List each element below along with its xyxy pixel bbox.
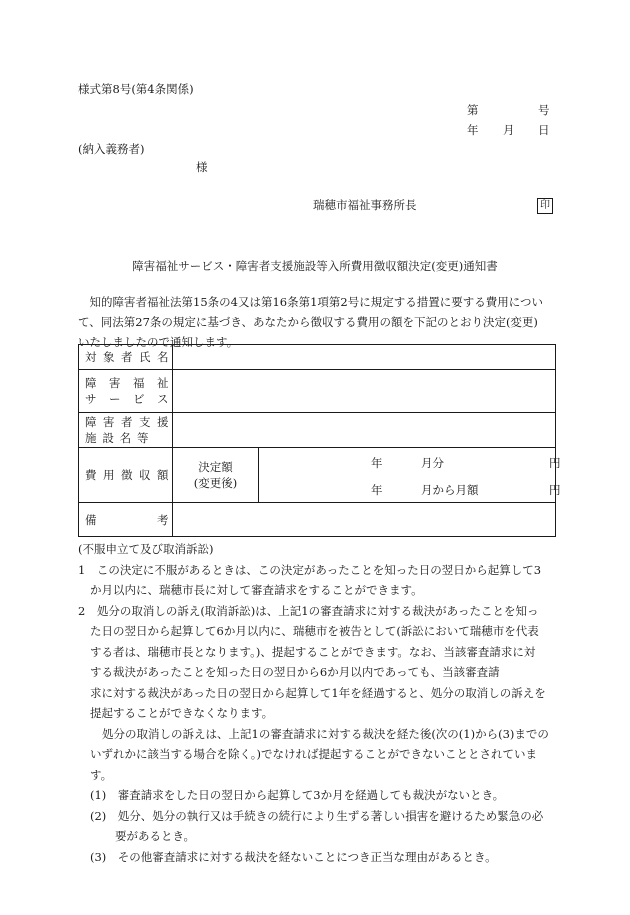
document-title: 障害福祉サービス・障害者支援施設等入所費用徴収額決定(変更)通知書 bbox=[132, 259, 498, 273]
date-day: 日 bbox=[538, 123, 550, 137]
name-label-cell: 対 象 者 氏 名 bbox=[79, 345, 173, 370]
note-item-1: 1 この決定に不服があるときは、この決定があったことを知った日の翌日から起算して3 か月以内に、瑞穂市長に対して審査請求をすることができます。 bbox=[78, 562, 542, 597]
seal-stamp: 印 bbox=[537, 198, 553, 214]
remarks-value-cell[interactable] bbox=[173, 503, 556, 537]
service-value-cell[interactable] bbox=[173, 370, 556, 413]
fee-line-monthly: 年 月分 円 bbox=[371, 456, 561, 470]
appeal-notes bbox=[78, 539, 558, 867]
name-value-cell[interactable] bbox=[173, 345, 556, 370]
fee-line-from-month: 年 月から月額 円 bbox=[371, 483, 561, 497]
recipient-label: (納入義務者) bbox=[78, 142, 145, 156]
decided-amount-label-cell: 決定額 (変更後) bbox=[173, 448, 259, 503]
intro-line: 知的障害者福祉法第15条の4又は第16条第1項第2号に規定する措置に要する費用につい bbox=[78, 295, 543, 309]
facility-value-cell[interactable] bbox=[173, 413, 556, 448]
service-label-cell: 障 害 福 祉 サ ー ビ ス bbox=[79, 370, 173, 413]
issuer-name: 瑞穂市福祉事務所長 bbox=[313, 198, 417, 212]
note-sub-1: (1) 審査請求をした日の翌日から起算して3か月を経過しても裁決がないとき。 bbox=[90, 788, 505, 802]
fee-value-cell[interactable] bbox=[259, 448, 561, 503]
form-number: 様式第8号(第4条関係) bbox=[78, 82, 194, 96]
doc-number-prefix: 第 bbox=[467, 103, 479, 117]
note-sub-3: (3) その他審査請求に対する裁決を経ないことにつき正当な理由があるとき。 bbox=[90, 849, 497, 864]
honorific: 様 bbox=[196, 160, 208, 174]
facility-label-cell: 障 害 者 支 援 施 設 名 等 bbox=[79, 413, 173, 448]
date-month: 月 bbox=[503, 123, 515, 137]
notes-heading: (不服申立て及び取消訴訟) bbox=[78, 542, 214, 556]
remarks-label-cell: 備 考 bbox=[79, 503, 173, 537]
note-item-2: 2 処分の取消しの訴え(取消訴訟)は、上記1の審査請求に対する裁決があったことを知っ た日の翌日から起算して6か月以内に、瑞穂市を被告として(訴訟において瑞穂市を代表 する者は、瑞穂市長となります。)、提起することができます。なお、当該審査請求に対 する裁決があったことを知った日の翌日から6か月以内であっても、当該審査請 求に対する裁決があった日の翌日から起算して1年を経過すると、処分の取消しの訴えを 提起することができなくなります。 bbox=[78, 603, 546, 720]
note-paragraph: 処分の取消しの訴えは、上記1の審査請求に対する裁決を経た後(次の(1)から(3)までの いずれかに該当する場合を除く。)でなければ提起することができないこととされていま す。 bbox=[90, 726, 549, 782]
note-sub-2: (2) 処分、処分の執行又は手続きの続行により生ずる著しい損害を避けるため緊急の必 要があるとき。 bbox=[90, 808, 544, 843]
intro-line: いたしましたので通知します。 bbox=[78, 335, 239, 349]
date-year: 年 bbox=[467, 123, 479, 137]
intro-paragraph bbox=[78, 292, 556, 352]
intro-line: て、同法第27条の規定に基づき、あなたから徴収する費用の額を下記のとおり決定(変更) bbox=[78, 315, 538, 329]
fee-label-cell: 費 用 徴 収 額 bbox=[79, 448, 173, 503]
fee-table bbox=[78, 344, 561, 537]
doc-number-suffix: 号 bbox=[538, 103, 550, 117]
